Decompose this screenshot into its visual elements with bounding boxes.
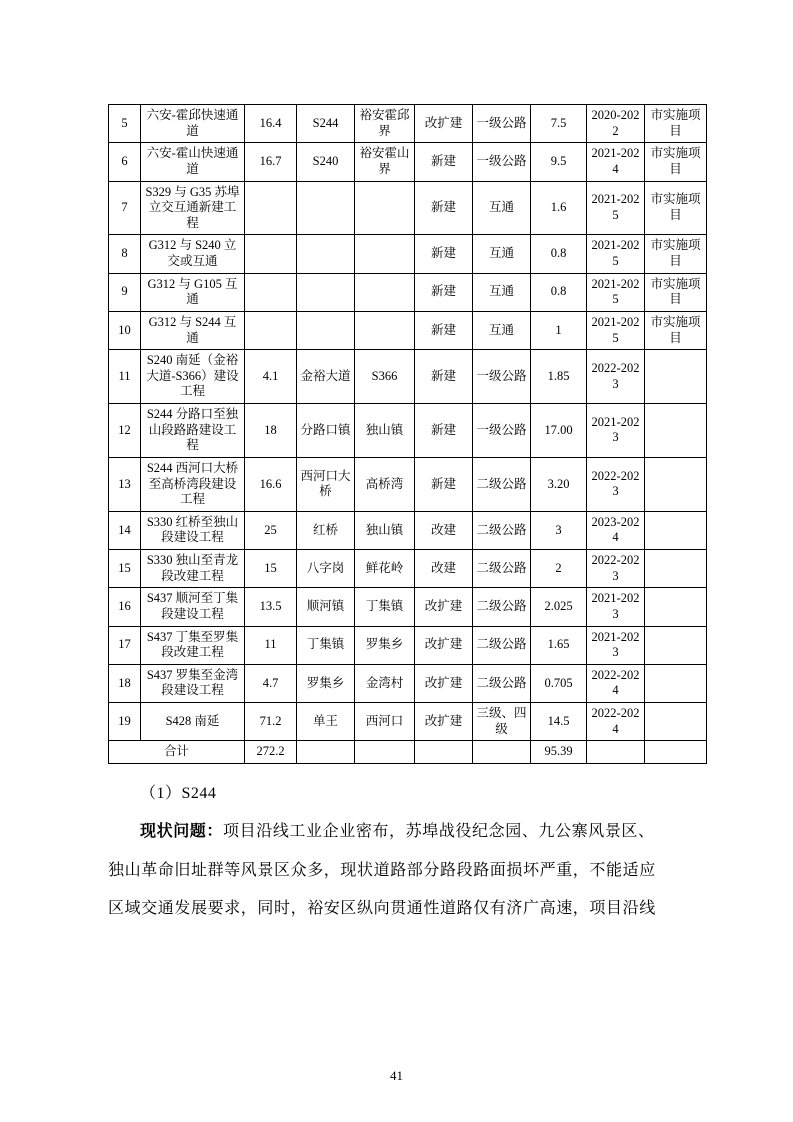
cell-name: 六安-霍邱快速通道 [141, 105, 245, 143]
cell-total-years [587, 741, 645, 764]
cell-grade: 二级公路 [473, 626, 531, 664]
cell-name: S437 丁集至罗集段改建工程 [141, 626, 245, 664]
cell-no: 9 [109, 273, 141, 311]
table-row [109, 457, 707, 511]
cell-no: 17 [109, 626, 141, 664]
cell-grade: 二级公路 [473, 457, 531, 511]
cell-section: 高桥湾 [355, 457, 415, 511]
cell-name: S329 与 G35 苏埠立交互通新建工程 [141, 181, 245, 235]
section-heading: （1）S244 [140, 784, 217, 802]
cell-code: 罗集乡 [297, 664, 355, 702]
status-paragraph-line3: 区域交通发展要求，同时，裕安区纵向贯通性道路仅有济广高速，项目沿线 [108, 900, 656, 918]
cell-years: 2022-2023 [587, 350, 645, 404]
cell-name: S437 顺河至丁集段建设工程 [141, 588, 245, 626]
cell-invest: 1.6 [531, 181, 587, 235]
cell-remark: 市实施项目 [645, 181, 707, 235]
cell-no: 11 [109, 350, 141, 404]
table-row [109, 181, 707, 235]
cell-length [245, 181, 297, 235]
cell-grade: 一级公路 [473, 105, 531, 143]
cell-length: 16.6 [245, 457, 297, 511]
cell-type: 改建 [415, 550, 473, 588]
cell-type: 新建 [415, 235, 473, 273]
cell-no: 7 [109, 181, 141, 235]
cell-name: S244 西河口大桥至高桥湾段建设工程 [141, 457, 245, 511]
table-row [109, 404, 707, 458]
cell-name: 六安-霍山快速通道 [141, 143, 245, 181]
cell-length: 18 [245, 404, 297, 458]
cell-code [297, 311, 355, 349]
status-text: 项目沿线工业企业密布，苏埠战役纪念园、九公寨风景区、 [223, 822, 655, 840]
cell-grade: 二级公路 [473, 550, 531, 588]
cell-name: S428 南延 [141, 703, 245, 741]
cell-name: S330 独山至青龙段改建工程 [141, 550, 245, 588]
cell-length: 25 [245, 511, 297, 549]
cell-remark [645, 350, 707, 404]
cell-type: 新建 [415, 404, 473, 458]
cell-length [245, 311, 297, 349]
cell-no: 13 [109, 457, 141, 511]
cell-years: 2021-2025 [587, 181, 645, 235]
cell-section [355, 235, 415, 273]
cell-section: 罗集乡 [355, 626, 415, 664]
cell-section: 独山镇 [355, 511, 415, 549]
cell-section [355, 311, 415, 349]
cell-remark: 市实施项目 [645, 105, 707, 143]
cell-years: 2023-2024 [587, 511, 645, 549]
cell-invest: 2.025 [531, 588, 587, 626]
cell-code: 单王 [297, 703, 355, 741]
cell-total-type [415, 741, 473, 764]
cell-invest: 0.705 [531, 664, 587, 702]
page-number: 41 [390, 1068, 403, 1083]
cell-no: 16 [109, 588, 141, 626]
cell-section: 西河口 [355, 703, 415, 741]
cell-type: 改扩建 [415, 105, 473, 143]
cell-name: G312 与 S244 互通 [141, 311, 245, 349]
cell-remark: 市实施项目 [645, 143, 707, 181]
cell-type: 新建 [415, 311, 473, 349]
cell-name: S244 分路口至独山段路路建设工程 [141, 404, 245, 458]
cell-length: 13.5 [245, 588, 297, 626]
cell-section: 独山镇 [355, 404, 415, 458]
cell-length: 15 [245, 550, 297, 588]
cell-total-remark [645, 741, 707, 764]
cell-type: 新建 [415, 181, 473, 235]
cell-code [297, 181, 355, 235]
table-row [109, 703, 707, 741]
table-body [109, 105, 707, 764]
cell-no: 6 [109, 143, 141, 181]
cell-section [355, 273, 415, 311]
cell-invest: 2 [531, 550, 587, 588]
cell-no: 5 [109, 105, 141, 143]
cell-code [297, 273, 355, 311]
cell-length: 71.2 [245, 703, 297, 741]
cell-years: 2021-2023 [587, 404, 645, 458]
cell-total-label: 合计 [109, 741, 245, 764]
cell-remark: 市实施项目 [645, 311, 707, 349]
table-row [109, 311, 707, 349]
table-row [109, 273, 707, 311]
table-row [109, 511, 707, 549]
cell-total-invest: 95.39 [531, 741, 587, 764]
cell-years: 2021-2025 [587, 311, 645, 349]
cell-grade: 互通 [473, 181, 531, 235]
cell-years: 2022-2023 [587, 457, 645, 511]
cell-grade: 一级公路 [473, 143, 531, 181]
cell-section: 裕安霍山界 [355, 143, 415, 181]
cell-type: 改扩建 [415, 664, 473, 702]
cell-name: S330 红桥至独山段建设工程 [141, 511, 245, 549]
cell-grade: 互通 [473, 273, 531, 311]
cell-remark [645, 588, 707, 626]
cell-invest: 3.20 [531, 457, 587, 511]
cell-grade: 互通 [473, 235, 531, 273]
cell-total-length: 272.2 [245, 741, 297, 764]
cell-type: 新建 [415, 273, 473, 311]
cell-grade: 一级公路 [473, 350, 531, 404]
cell-code: 分路口镇 [297, 404, 355, 458]
cell-invest: 0.8 [531, 235, 587, 273]
cell-remark [645, 404, 707, 458]
status-paragraph-line2: 独山革命旧址群等风景区众多，现状道路部分路段路面损坏严重，不能适应 [108, 861, 656, 879]
table-row [109, 550, 707, 588]
cell-remark [645, 703, 707, 741]
cell-grade: 互通 [473, 311, 531, 349]
cell-type: 改扩建 [415, 626, 473, 664]
cell-remark [645, 457, 707, 511]
cell-grade: 二级公路 [473, 664, 531, 702]
cell-remark [645, 550, 707, 588]
status-paragraph-line1 [108, 816, 698, 849]
cell-section: 丁集镇 [355, 588, 415, 626]
cell-name: S240 南延（金裕大道-S366）建设工程 [141, 350, 245, 404]
cell-code: 红桥 [297, 511, 355, 549]
cell-remark: 市实施项目 [645, 235, 707, 273]
cell-section: 裕安霍邱界 [355, 105, 415, 143]
cell-length: 4.7 [245, 664, 297, 702]
status-label: 现状问题： [140, 822, 224, 840]
cell-length: 4.1 [245, 350, 297, 404]
cell-invest: 17.00 [531, 404, 587, 458]
cell-remark: 市实施项目 [645, 273, 707, 311]
cell-length: 16.4 [245, 105, 297, 143]
cell-section: 金湾村 [355, 664, 415, 702]
cell-section: S366 [355, 350, 415, 404]
cell-name: G312 与 G105 互通 [141, 273, 245, 311]
cell-no: 10 [109, 311, 141, 349]
cell-no: 14 [109, 511, 141, 549]
cell-years: 2022-2024 [587, 703, 645, 741]
cell-code: S244 [297, 105, 355, 143]
cell-years: 2021-2025 [587, 273, 645, 311]
cell-years: 2022-2023 [587, 550, 645, 588]
cell-remark [645, 626, 707, 664]
table-row [109, 235, 707, 273]
cell-code: 西河口大桥 [297, 457, 355, 511]
cell-no: 19 [109, 703, 141, 741]
cell-remark [645, 511, 707, 549]
cell-no: 15 [109, 550, 141, 588]
cell-total-grade [473, 741, 531, 764]
cell-years: 2022-2024 [587, 664, 645, 702]
cell-grade: 二级公路 [473, 511, 531, 549]
cell-invest: 14.5 [531, 703, 587, 741]
cell-type: 改扩建 [415, 588, 473, 626]
cell-invest: 1.65 [531, 626, 587, 664]
cell-type: 改建 [415, 511, 473, 549]
cell-code: 八字岗 [297, 550, 355, 588]
cell-grade: 一级公路 [473, 404, 531, 458]
cell-years: 2021-2023 [587, 588, 645, 626]
cell-total-code [297, 741, 355, 764]
cell-invest: 0.8 [531, 273, 587, 311]
cell-type: 新建 [415, 143, 473, 181]
cell-section: 鲜花岭 [355, 550, 415, 588]
cell-no: 12 [109, 404, 141, 458]
cell-length: 11 [245, 626, 297, 664]
table-row [109, 626, 707, 664]
cell-total-section [355, 741, 415, 764]
cell-type: 改扩建 [415, 703, 473, 741]
cell-code: 金裕大道 [297, 350, 355, 404]
table-row [109, 143, 707, 181]
cell-type: 新建 [415, 350, 473, 404]
table-total-row [109, 741, 707, 764]
cell-code [297, 235, 355, 273]
cell-remark [645, 664, 707, 702]
cell-type: 新建 [415, 457, 473, 511]
table-row [109, 105, 707, 143]
cell-code: S240 [297, 143, 355, 181]
cell-code: 丁集镇 [297, 626, 355, 664]
cell-invest: 1.85 [531, 350, 587, 404]
cell-grade: 二级公路 [473, 588, 531, 626]
cell-invest: 3 [531, 511, 587, 549]
cell-no: 18 [109, 664, 141, 702]
cell-no: 8 [109, 235, 141, 273]
table-row [109, 664, 707, 702]
cell-code: 顺河镇 [297, 588, 355, 626]
cell-years: 2021-2023 [587, 626, 645, 664]
cell-name: S437 罗集至金湾段建设工程 [141, 664, 245, 702]
table-row [109, 588, 707, 626]
cell-years: 2020-2022 [587, 105, 645, 143]
road-projects-table [108, 104, 707, 764]
table-row [109, 350, 707, 404]
cell-length [245, 235, 297, 273]
cell-section [355, 181, 415, 235]
cell-length [245, 273, 297, 311]
cell-invest: 1 [531, 311, 587, 349]
cell-invest: 9.5 [531, 143, 587, 181]
cell-years: 2021-2024 [587, 143, 645, 181]
cell-name: G312 与 S240 立交或互通 [141, 235, 245, 273]
cell-years: 2021-2025 [587, 235, 645, 273]
cell-length: 16.7 [245, 143, 297, 181]
cell-grade: 三级、四级 [473, 703, 531, 741]
cell-invest: 7.5 [531, 105, 587, 143]
